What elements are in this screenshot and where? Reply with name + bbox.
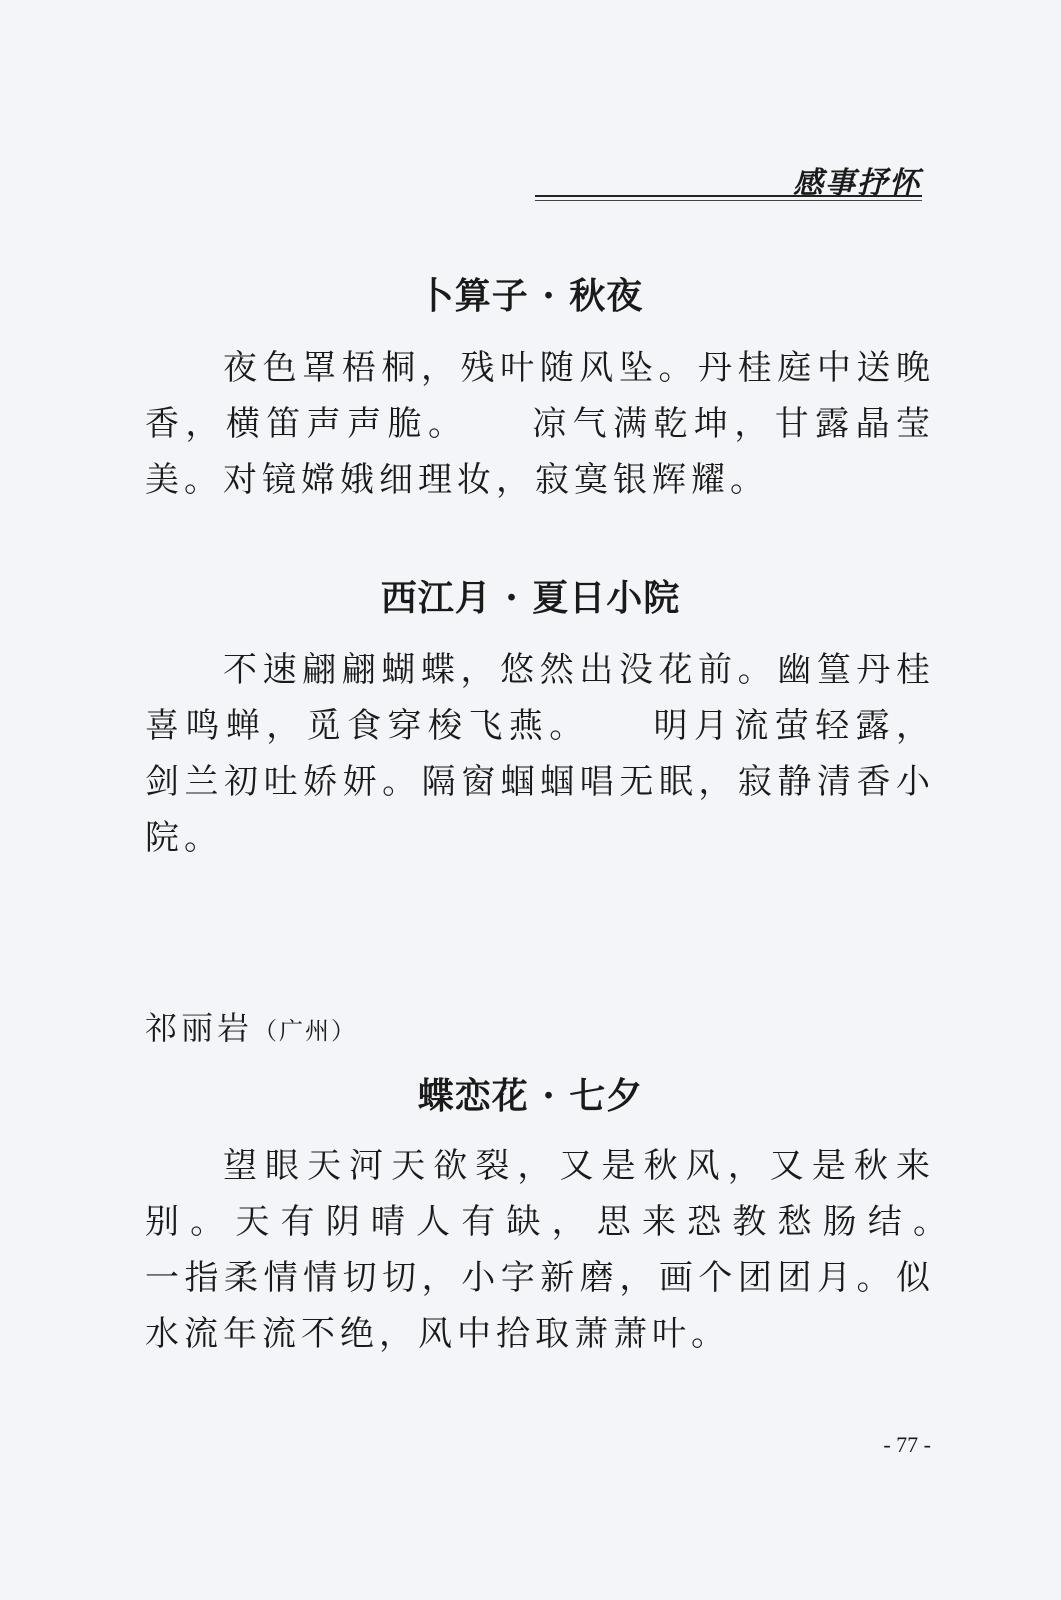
poem-body-1: 夜色罩梧桐，残叶随风坠。丹桂庭中送晚香，横笛声声脆。 凉气满乾坤，甘露晶莹美。对镜嫦娥细理妆，寂寞银辉耀。	[145, 348, 935, 500]
author-name: 祁丽岩	[145, 1009, 254, 1047]
poem-body-3: 望眼天河天欲裂，又是秋风，又是秋来别。天有阴晴人有缺，思来恐教愁肠结。 一指柔情情切切，小字新磨，画个团团月。似水流年流不绝，风中拾取萧萧叶。	[145, 1146, 1013, 1354]
author-place: （广州）	[253, 1017, 358, 1045]
poem-body-2: 不速翩翩蝴蝶，悠然出没花前。幽篁丹桂喜鸣蝉，觅食穿梭飞燕。 明月流萤轻露，剑兰初吐娇妍。隔窗蝈蝈唱无眠，寂静清香小院。	[145, 650, 935, 858]
header-rule-thin	[535, 200, 922, 201]
author-line	[145, 1003, 357, 1049]
poem-title-3: 蝶恋花 · 七夕	[417, 1075, 644, 1117]
page-number: - 77 -	[883, 1432, 931, 1457]
poem-title-1: 卜算子 · 秋夜	[417, 275, 644, 317]
header-rule	[535, 195, 922, 197]
poem-title-2: 西江月 · 夏日小院	[380, 577, 681, 619]
running-head: 感事抒怀	[793, 166, 921, 201]
